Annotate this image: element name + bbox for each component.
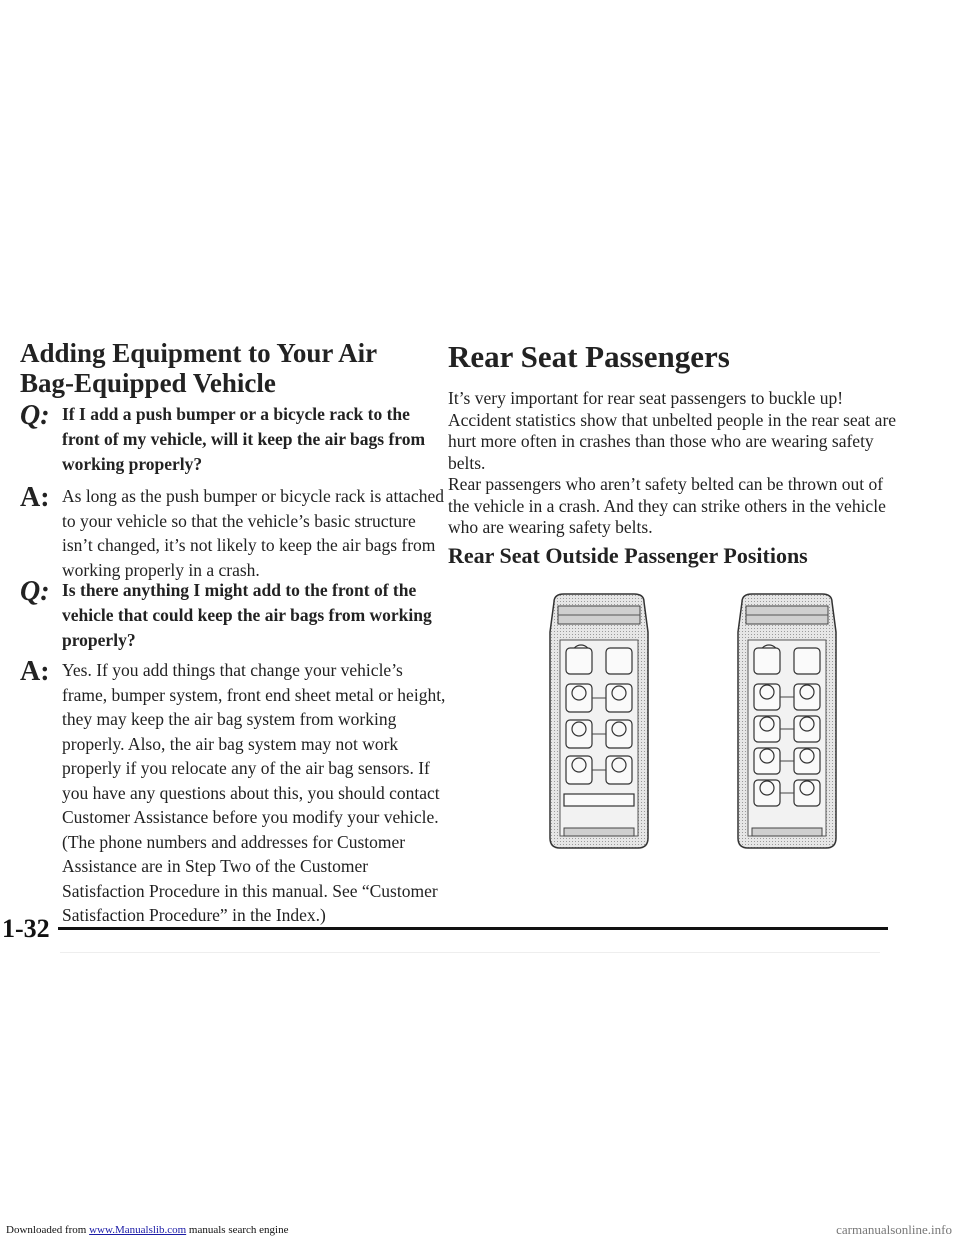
answer-1 [20, 484, 450, 582]
van-seating-diagram-right [712, 592, 862, 850]
manualslib-link[interactable]: www.Manualslib.com [89, 1224, 187, 1236]
van-top-view-left-icon [524, 592, 674, 850]
van-top-view-right-icon [712, 592, 862, 850]
outside-positions-heading: Rear Seat Outside Passenger Positions [448, 543, 808, 568]
question-1-text: If I add a push bumper or a bicycle rack to the front of my vehicle, will it keep the air bags from working properly? [62, 404, 426, 474]
question-mark-label: Q: [20, 400, 50, 431]
download-watermark [6, 1224, 288, 1236]
answer-mark-label: A: [20, 482, 50, 513]
left-heading-line2: Bag-Equipped Vehicle [20, 368, 276, 398]
left-heading [20, 338, 440, 398]
question-1 [20, 402, 450, 477]
answer-1-text: As long as the push bumper or bicycle rack is attached to your vehicle so that the vehicle’s basic structure isn’t changed, it’s not likely to keep the air bags from working properly in a crash. [62, 486, 444, 580]
question-2-text: Is there anything I might add to the front of the vehicle that could keep the air bags from working properly? [62, 580, 432, 650]
question-mark-label: Q: [20, 576, 50, 607]
watermark-suffix: manuals search engine [186, 1224, 289, 1236]
van-seating-diagram-left [524, 592, 674, 850]
answer-2-text: Yes. If you add things that change your vehicle’s frame, bumper system, front end sheet metal or height, they may keep the air bag system from working properly. Also, the air bag system may not work properly if you relocate any of the air bag sensors. If you have any questions about this, you should contact Customer Assistance before you modify your vehicle. (The phone numbers and addresses for Customer Assistance are in Step Two of the Customer Satisfaction Procedure in this manual. See “Customer Satisfaction Procedure” in the Index.) [62, 660, 446, 925]
footer-divider [58, 927, 888, 930]
page-number: 1-32 [2, 914, 50, 943]
scan-line [60, 952, 880, 953]
question-2 [20, 578, 450, 653]
right-heading: Rear Seat Passengers [448, 339, 730, 374]
rear-seat-paragraph-2: Rear passengers who aren’t safety belted can be thrown out of the vehicle in a crash. And they can strike others in the vehicle who are wearing safety belts. [448, 474, 886, 537]
left-heading-line1: Adding Equipment to Your Air [20, 338, 378, 368]
site-watermark: carmanualsonline.info [836, 1222, 952, 1237]
answer-mark-label: A: [20, 656, 50, 687]
watermark-prefix: Downloaded from [6, 1224, 90, 1236]
rear-seat-paragraph-1: It’s very important for rear seat passengers to buckle up! Accident statistics show that unbelted people in the rear seat are hurt more often in crashes than those who are wearing safety belts. [448, 388, 897, 473]
answer-2 [20, 658, 450, 928]
